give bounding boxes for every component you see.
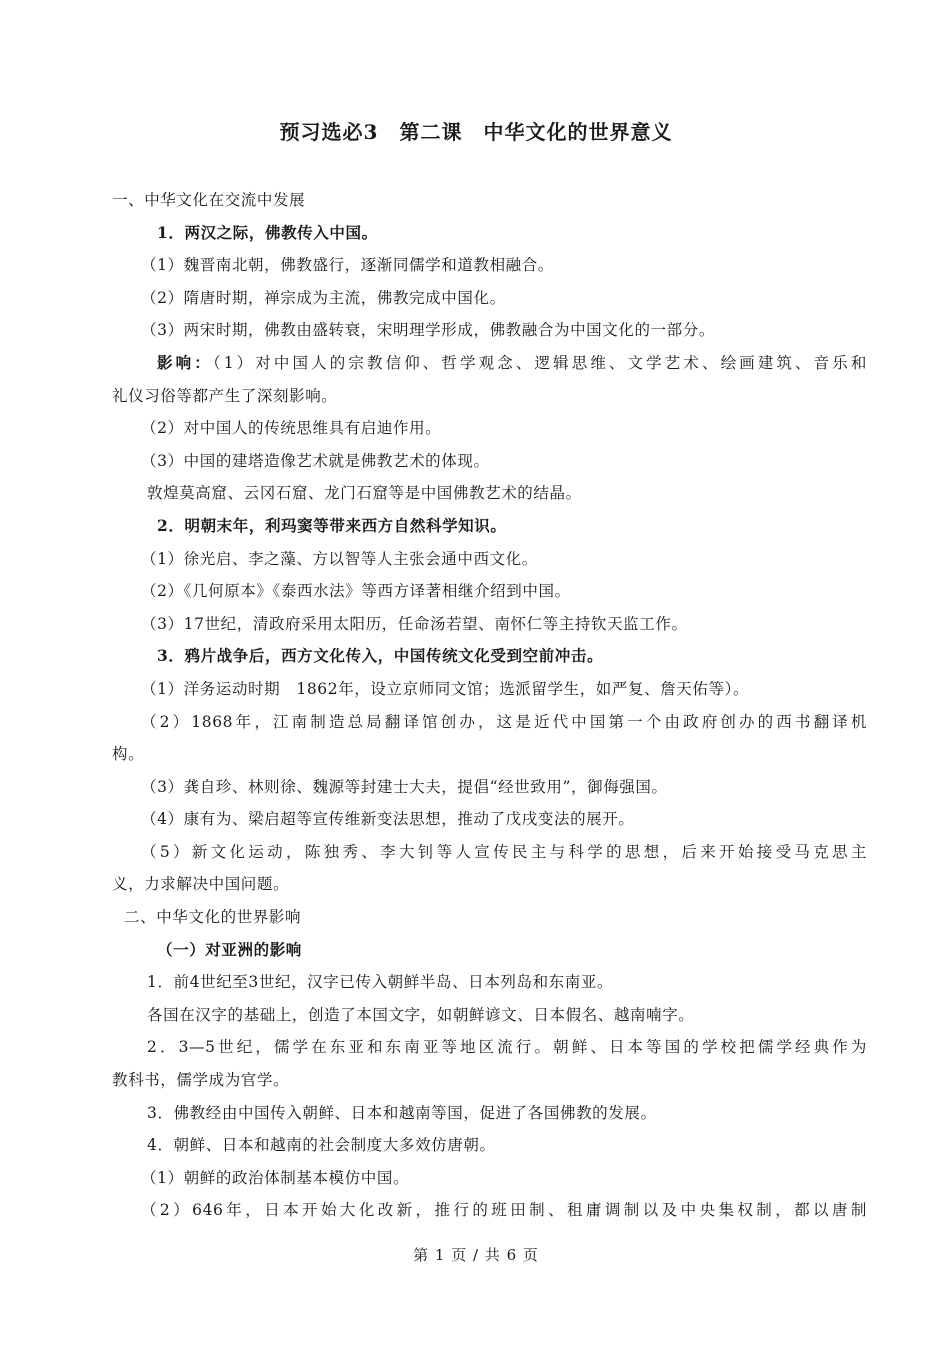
text-line: 1．前4世纪至3世纪，汉字已传入朝鲜半岛、日本列岛和东南亚。 (147, 973, 614, 992)
impact-line (112, 347, 867, 380)
text-line: （2）1868年，江南制造总局翻译馆创办，这是近代中国第一个由政府创办的西书翻译机 (141, 712, 867, 731)
text-line: 礼仪习俗等都产生了深刻影响。 (112, 386, 338, 405)
text-line: （3）17世纪，清政府采用太阳历，任命汤若望、南怀仁等主持钦天监工作。 (141, 614, 688, 633)
text-line: （4）康有为、梁启超等宣传维新变法思想，推动了戊戌变法的展开。 (141, 810, 635, 829)
text-line: 构。 (112, 745, 145, 764)
text-line: 义，力求解决中国问题。 (112, 875, 290, 894)
text-line: （2）隋唐时期，禅宗成为主流，佛教完成中国化。 (141, 288, 506, 307)
text-line: （1）洋务运动时期 1862年，设立京师同文馆；选派留学生，如严复、詹天佑等）。 (141, 679, 750, 698)
text-line: （1）徐光启、李之藻、方以智等人主张会通中西文化。 (141, 549, 538, 568)
page-number-footer: 第 1 页 / 共 6 页 (413, 1246, 539, 1264)
impact-label: 影响： (157, 352, 213, 372)
subheading-ming: 2．明朝末年，利玛窦等带来西方自然科学知识。 (157, 515, 507, 535)
text-line: （1）魏晋南北朝，佛教盛行，逐渐同儒学和道教相融合。 (141, 256, 554, 275)
text-line: （2）《几何原本》《泰西水法》等西方译著相继介绍到中国。 (141, 582, 571, 601)
text-line: （5）新文化运动，陈独秀、李大钊等人宣传民主与科学的思想，后来开始接受马克思主 (141, 842, 867, 861)
text-line: （2）646年，日本开始大化改新，推行的班田制、租庸调制以及中央集权制，都以唐制 (141, 1201, 867, 1220)
text-line: （3）两宋时期，佛教由盛转衰，宋明理学形成，佛教融合为中国文化的一部分。 (141, 321, 715, 340)
text-line: 3．佛教经由中国传入朝鲜、日本和越南等国，促进了各国佛教的发展。 (147, 1103, 657, 1122)
text-line: 2．3—5世纪，儒学在东亚和东南亚等地区流行。朝鲜、日本等国的学校把儒学经典作为 (147, 1038, 867, 1057)
section-heading-1: 一、中华文化在交流中发展 (112, 191, 306, 209)
subheading-asia: （一）对亚洲的影响 (157, 939, 302, 959)
text-line: 教科书，儒学成为官学。 (112, 1071, 290, 1090)
impact-text: （1）对中国人的宗教信仰、哲学观念、逻辑思维、文学艺术、绘画建筑、音乐和 (212, 353, 867, 372)
page-title: 预习选必3 第二课 中华文化的世界意义 (279, 120, 673, 144)
subheading-opium-war: 3．鸦片战争后，西方文化传入，中国传统文化受到空前冲击。 (157, 646, 604, 666)
document-body (112, 184, 867, 1227)
text-line: （1）朝鲜的政治体制基本模仿中国。 (141, 1168, 410, 1187)
section-heading-2: 二、中华文化的世界影响 (124, 908, 302, 927)
text-line: 4．朝鲜、日本和越南的社会制度大多效仿唐朝。 (147, 1136, 496, 1155)
text-line: 各国在汉字的基础上，创造了本国文字，如朝鲜谚文、日本假名、越南喃字。 (147, 1005, 695, 1024)
text-line: （3）中国的建塔造像艺术就是佛教艺术的体现。 (141, 451, 490, 470)
text-line: （2）对中国人的传统思维具有启迪作用。 (141, 419, 442, 438)
text-line: 敦煌莫高窟、云冈石窟、龙门石窟等是中国佛教艺术的结晶。 (147, 484, 582, 503)
text-line: （3）龚自珍、林则徐、魏源等封建士大夫，提倡“经世致用”，御侮强国。 (141, 777, 668, 796)
subheading-buddhism: 1．两汉之际，佛教传入中国。 (157, 222, 378, 242)
